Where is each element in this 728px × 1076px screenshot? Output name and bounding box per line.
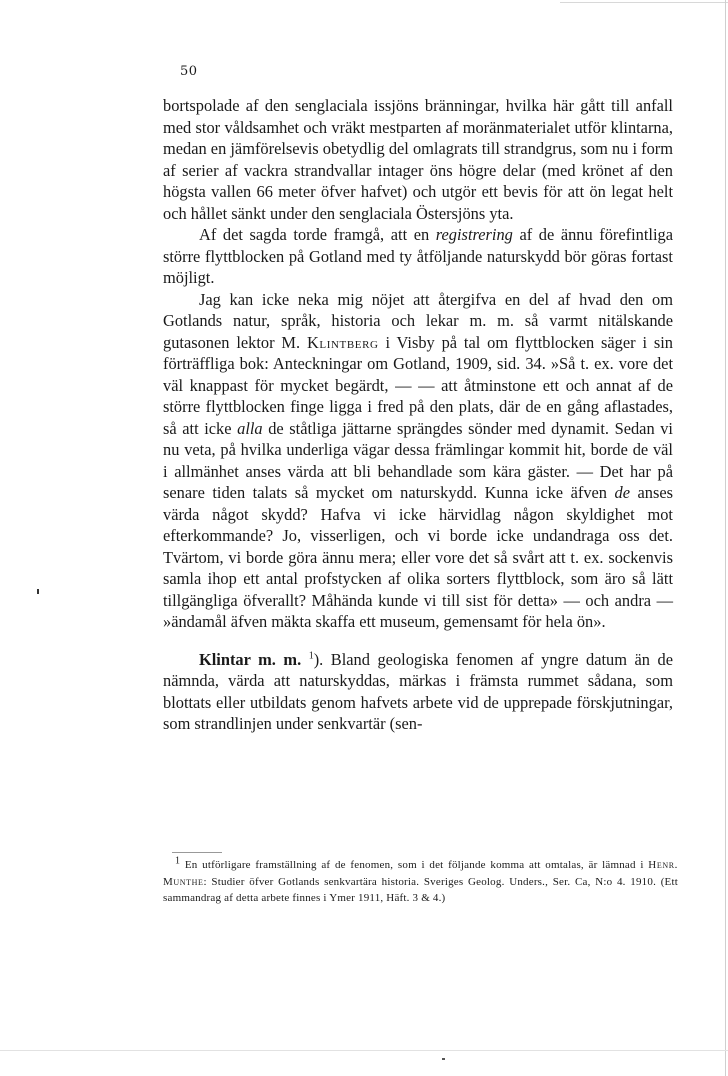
paragraph-3-text-c: de ståtliga jättarne sprängdes sönder med dynamit. Sedan vi nu veta, på hvilka underliga vägar dessa främlingar kommit hit, borde de väl i allmänhet anses värda att bli behandlade som kära gäster. — Det har på senare tiden talats så mycket om naturskydd. Kunna icke äfven (163, 418, 673, 502)
paragraph-3-text-a: Jag kan icke neka mig nöjet att återgifva en del af hvad den om Gotlands natur, språk, historia och lekar m. m. så varmt nitälskande gutasonen lektor M. (163, 289, 673, 352)
footnote-marker: 1 (175, 855, 181, 867)
footnote-text-b: : Studier öfver Gotlands senkvartära historia. Sveriges Geolog. Unders., Ser. Ca, N:o 4. 1910. (Ett sammandrag af detta arbete finnes i Ymer 1911, Häft. 3 & 4.) (163, 875, 678, 904)
footnote-author: Henr. Munthe (163, 859, 678, 888)
emphasis-alla: alla (237, 418, 263, 438)
paragraph-3-text-d: anses värda något skydd? Hafva vi icke härvidlag någon skyldighet mot efterkommande? Jo, visserligen, och vi borde icke undandraga oss det. Tvärtom, vi borde göra ännu mera; eller vore det så svårt att t. ex. sockenvis samla ihop ett antal profstycken af olika sorters flyttblock, som äro så lätt tillgängliga öfverallt? Måhända kunde vi till sist för detta» — och andra — »ändamål äfven mäkta skaffa ett museum, gemensamt för hela ön». (163, 483, 673, 631)
footnote-text-a: En utförligare framställning af de fenomen, som i det följande komma att omtalas, är lämnad i (180, 859, 649, 871)
author-name-klintberg: Klintberg (306, 332, 379, 352)
footnote-ref: 1 (308, 650, 314, 662)
paragraph-1: bortspolade af den senglaciala issjöns bränningar, hvilka här gått till anfall med stor våldsamhet och vräkt mestparten af moränmaterialet utför klintarna, medan en jämförelsevis obetydlig del omlagrats till strandgrus, som nu i form af serier af vackra strandvallar intager öns högre delar (med krönet af den högsta vallen 66 meter öfver hafvet) och utgör ett bevis för att ön legat helt och hållet sänkt under den senglaciala Östersjöns yta. (163, 96, 673, 223)
margin-mark (37, 589, 39, 594)
emphasis-de: de (614, 483, 630, 502)
paragraph-2-text-a: Af det sagda torde framgå, att en (199, 225, 436, 244)
body-text (163, 95, 673, 735)
section-heading-klintar: Klintar m. m. (199, 649, 302, 669)
scan-edge-right (725, 0, 726, 1076)
emphasis-registrering: registrering (435, 225, 513, 244)
page-number: 50 (180, 64, 198, 79)
footnote-text (163, 857, 678, 907)
bottom-mark (442, 1058, 445, 1060)
scan-edge-bottom (0, 1050, 728, 1051)
paragraph-3 (163, 289, 673, 633)
footnote (163, 857, 678, 907)
paragraph-2-text-b: af de ännu förefintliga större flyttblocken på Gotland med ty åtföljande naturskydd bör göras fortast möjligt. (163, 225, 673, 287)
paragraph-2 (163, 224, 673, 289)
scan-edge-top (560, 2, 728, 3)
paragraph-4-text: ). Bland geologiska fenomen af yngre datum än de nämnda, värda att naturskyddas, märkas i främsta rummet sådana, som blottats eller utbildats genom hafvets arbete vid de upprepade förskjutningar, som strandlinjen under senkvartär (sen- (163, 649, 673, 733)
paragraph-4 (163, 649, 673, 735)
paragraph-3-text-b: i Visby på tal om flyttblocken säger i sin förträffliga bok: Anteckningar om Gotland, 1909, sid. 34. »Så t. ex. vore det väl knappast för mycket begärdt, — — att åtminstone ett och annat af de större flyttblocken finge ligga i fred på den plats, där de en gång aflastades, så att icke (163, 332, 674, 438)
footnote-divider (172, 852, 222, 853)
